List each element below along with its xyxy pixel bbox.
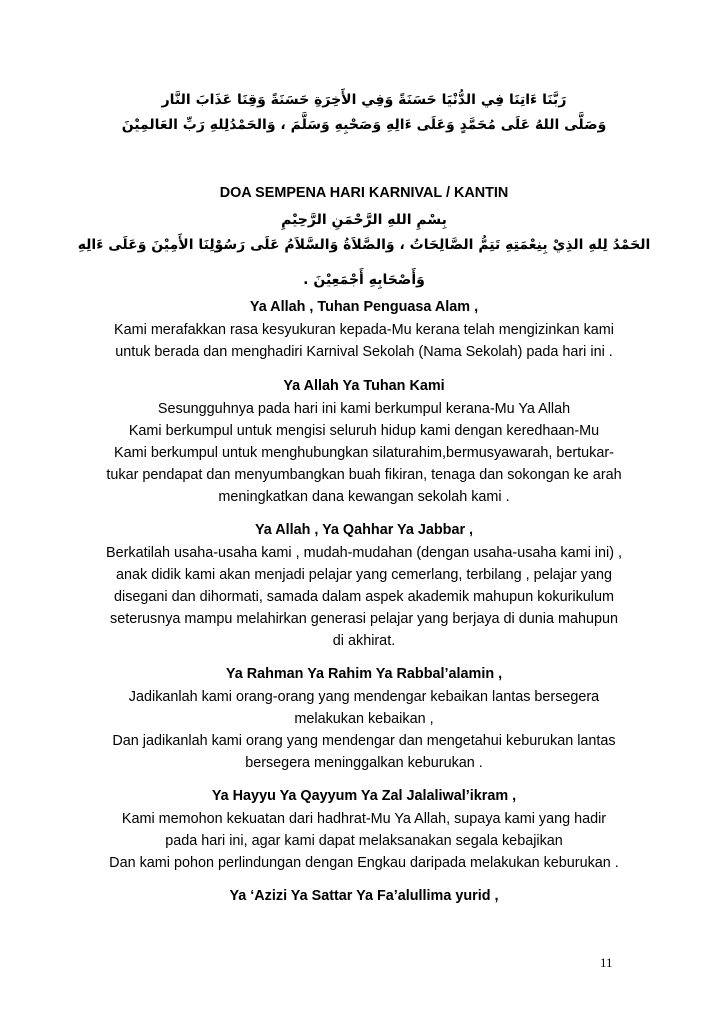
body-line: anak didik kami akan menjadi pelajar yang cemerlang, terbilang , pelajar yang: [116, 567, 612, 583]
arabic-intro-line-2: الحَمْدُ لِلهِ الذِيْ بِنِعْمَتِهِ تَتِمُّ الصَّالِحَاتُ ، وَالصَّلاَةُ وَالسَّلاَمُ عَلَى رَسُوْلِنَا الأَمِيْنَ وَعَلَى ءَالِهِ: [77, 237, 651, 253]
body-line: Kami berkumpul untuk menghubungkan silaturahim,bermusyawarah, bertukar-: [114, 445, 614, 461]
body-line: meningkatkan dana kewangan sekolah kami .: [218, 489, 510, 505]
document-title: DOA SEMPENA HARI KARNIVAL / KANTIN: [219, 185, 509, 201]
body-line: Sesungguhnya pada hari ini kami berkumpul kerana-Mu Ya Allah: [157, 401, 571, 417]
body-line: tukar pendapat dan menyumbangkan buah fikiran, tenaga dan sokongan ke arah: [106, 467, 622, 483]
body-line: Ya ‘Azizi Ya Sattar Ya Fa’alullima yurid ,: [229, 888, 499, 904]
arabic-opening-line-1: رَبَّنَا ءَاتِنَا فِي الدُّنْيَا حَسَنَةً وَفِي الأَخِرَةِ حَسَنَةً وَقِنَا عَذَابَ النَّار: [161, 92, 567, 108]
body-line: Jadikanlah kami orang-orang yang mendengar kebaikan lantas bersegera: [128, 689, 600, 705]
body-line: Dan jadikanlah kami orang yang mendengar dan mengetahui keburukan lantas: [112, 733, 616, 749]
arabic-opening-line-2: وَصَلَّى اللهُ عَلَى مُحَمَّدٍ وَعَلَى ءَالِهِ وَصَحْبِهِ وَسَلَّمَ ، وَالحَمْدُلِلهِ رَبِّ العَالمِيْنَ: [121, 117, 607, 133]
body-line: bersegera meninggalkan keburukan .: [245, 755, 483, 771]
body-line: Kami memohon kekuatan dari hadhrat-Mu Ya Allah, supaya kami yang hadir: [121, 811, 607, 827]
body-line: Dan kami pohon perlindungan dengan Engkau daripada melakukan keburukan .: [109, 855, 619, 871]
body-line: seterusnya mampu melahirkan generasi pelajar yang berjaya di dunia mahupun: [110, 611, 618, 627]
body-line: Kami merafakkan rasa kesyukuran kepada-Mu kerana telah mengizinkan kami: [114, 322, 614, 338]
body-line: Ya Allah , Ya Qahhar Ya Jabbar ,: [254, 522, 474, 538]
body-line: Ya Allah Ya Tuhan Kami: [283, 378, 445, 394]
body-line: Berkatilah usaha-usaha kami , mudah-mudahan (dengan usaha-usaha kami ini) ,: [106, 545, 622, 561]
body-line: Ya Allah , Tuhan Penguasa Alam ,: [249, 299, 479, 315]
page-number: 11: [600, 955, 613, 970]
body-line: pada hari ini, agar kami dapat melaksanakan segala kebajikan: [165, 833, 563, 849]
arabic-intro-line-3: وَأَصْحَابِهِ أَجْمَعِيْنَ .: [303, 272, 425, 288]
body-line: Ya Hayyu Ya Qayyum Ya Zal Jalaliwal’ikram ,: [211, 788, 517, 804]
body-line: Kami berkumpul untuk mengisi seluruh hidup kami dengan keredhaan-Mu: [128, 423, 600, 439]
body-line: melakukan kebaikan ,: [294, 711, 434, 727]
body-line: Ya Rahman Ya Rahim Ya Rabbal’alamin ,: [225, 666, 503, 682]
body-line: di akhirat.: [332, 633, 396, 649]
body-line: untuk berada dan menghadiri Karnival Sekolah (Nama Sekolah) pada hari ini .: [115, 344, 613, 360]
body-line: disegani dan dihormati, samada dalam aspek akademik mahupun kokurikulum: [114, 589, 614, 605]
arabic-basmalah: بِسْمِ اللهِ الرَّحْمَنِ الرَّحِيْمِ: [281, 212, 447, 228]
